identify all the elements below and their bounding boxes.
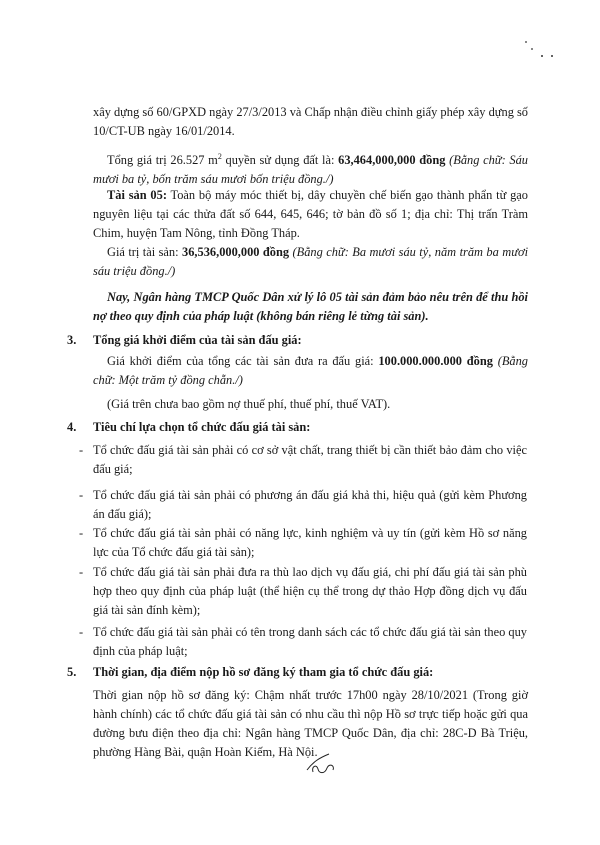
criteria-item-text: Tổ chức đấu giá tài sản phải có cơ sở vật chất, trang thiết bị cần thiết bảo đảm cho việc đấu giá; bbox=[93, 443, 527, 476]
submission-time-paragraph bbox=[93, 686, 528, 762]
criteria-item bbox=[67, 623, 527, 661]
submission-time-text: Thời gian nộp hồ sơ đăng ký: Chậm nhất trước 17h00 ngày 28/10/2021 (Trong giờ hành chính) các tổ chức đấu giá tài sản có nhu cầu thì nộp Hồ sơ trực tiếp hoặc gửi qua đường bưu điện theo địa chỉ: Ngân hàng TMCP Quốc Dân, địa chỉ: 28C-D Bà Triệu, phường Hàng Bài, quận Hoàn Kiếm, Hà Nội. bbox=[93, 688, 528, 759]
starting-price-amount: 100.000.000.000 đồng bbox=[378, 354, 493, 368]
permit-paragraph bbox=[93, 103, 528, 141]
criteria-item-text: Tổ chức đấu giá tài sản phải có tên trong danh sách các tổ chức đấu giá tài sản theo quy định của pháp luật; bbox=[93, 625, 527, 658]
land-value-lead: Tổng giá trị 26.527 m bbox=[107, 153, 218, 167]
asset5-paragraph bbox=[93, 186, 528, 243]
land-value-mid: quyền sử dụng đất là: bbox=[221, 153, 339, 167]
section-4-number: 4. bbox=[67, 420, 77, 434]
list-dash: - bbox=[79, 488, 84, 502]
list-dash: - bbox=[79, 443, 84, 457]
section-5-title: Thời gian, địa điểm nộp hồ sơ đăng ký tham gia tổ chức đấu giá: bbox=[93, 665, 434, 679]
criteria-item bbox=[67, 563, 527, 620]
section-5-heading bbox=[67, 663, 537, 682]
asset5-description: Toàn bộ máy móc thiết bị, dây chuyền chế biến gạo thành phẩn từ gạo nguyên liệu tại các thửa đất số 644, 645, 646; tờ bản đồ số 1; địa chỉ: Thị trấn Tràm Chim, huyện Tam Nông, tỉnh Đồng Tháp. bbox=[93, 188, 528, 240]
criteria-item bbox=[67, 441, 527, 479]
criteria-item bbox=[67, 486, 527, 524]
criteria-item-text: Tổ chức đấu giá tài sản phải có phương án đấu giá khả thi, hiệu quả (gửi kèm Phương án đấu giá); bbox=[93, 488, 527, 521]
bank-note-text: Nay, Ngân hàng TMCP Quốc Dân xử lý lô 05 tài sản đảm bảo nêu trên để thu hồi nợ theo quy định của pháp luật (không bán riêng lẻ từng tài sản). bbox=[93, 290, 528, 323]
starting-price-in-words: (Bằng chữ: Một trăm tỷ đồng chẵn./) bbox=[93, 354, 528, 387]
criteria-item bbox=[67, 524, 527, 562]
asset-value-amount: 36,536,000,000 đồng bbox=[182, 245, 290, 259]
bank-note-paragraph bbox=[93, 288, 528, 326]
section-4-title: Tiêu chí lựa chọn tổ chức đấu giá tài sản: bbox=[93, 420, 311, 434]
asset-value-lead: Giá trị tài sản: bbox=[107, 245, 183, 259]
land-value-paragraph bbox=[93, 151, 528, 189]
asset5-label: Tài sản 05: bbox=[107, 188, 167, 202]
list-dash: - bbox=[79, 625, 84, 639]
criteria-item-text: Tổ chức đấu giá tài sản phải đưa ra thù lao dịch vụ đấu giá, chi phí đấu giá tài sản phù hợp theo quy định của pháp luật (thể hiện cụ thể trong dự thảo Hợp đồng dịch vụ đấu giá tài sản đính kèm); bbox=[93, 565, 527, 617]
handwritten-initial-mark bbox=[305, 752, 339, 776]
section-3-number: 3. bbox=[67, 333, 77, 347]
scan-speckle-marks bbox=[520, 40, 560, 70]
section-3-heading bbox=[67, 331, 537, 350]
section-4-heading bbox=[67, 418, 537, 437]
criteria-item-text: Tổ chức đấu giá tài sản phải có năng lực, kinh nghiệm và uy tín (gửi kèm Hồ sơ năng lực của Tổ chức đấu giá tài sản); bbox=[93, 526, 527, 559]
list-dash: - bbox=[79, 565, 84, 579]
area-unit-superscript: 2 bbox=[217, 151, 222, 161]
section-3-title: Tổng giá khởi điểm của tài sản đấu giá: bbox=[93, 333, 302, 347]
land-value-in-words: (Bằng chữ: Sáu mươi ba tỷ, bốn trăm sáu mươi bốn triệu đồng./) bbox=[93, 153, 528, 186]
price-exclusion-text: (Giá trên chưa bao gồm nợ thuế phí, thuế phí, thuế VAT). bbox=[107, 397, 391, 411]
section-5-number: 5. bbox=[67, 665, 77, 679]
land-value-amount: 63,464,000,000 đồng bbox=[338, 153, 446, 167]
starting-price-paragraph bbox=[93, 352, 528, 390]
permit-text: xây dựng số 60/GPXD ngày 27/3/2013 và Chấp nhận điều chỉnh giấy phép xây dựng số 10/CT-UB ngày 16/01/2014. bbox=[93, 105, 529, 138]
starting-price-lead: Giá khởi điểm của tổng các tài sản đưa ra đấu giá: bbox=[107, 354, 379, 368]
asset-value-paragraph bbox=[93, 243, 528, 281]
price-exclusion-note bbox=[107, 395, 528, 414]
asset-value-in-words: (Bằng chữ: Ba mươi sáu tỷ, năm trăm ba mươi sáu triệu đồng./) bbox=[93, 245, 529, 278]
list-dash: - bbox=[79, 526, 84, 540]
